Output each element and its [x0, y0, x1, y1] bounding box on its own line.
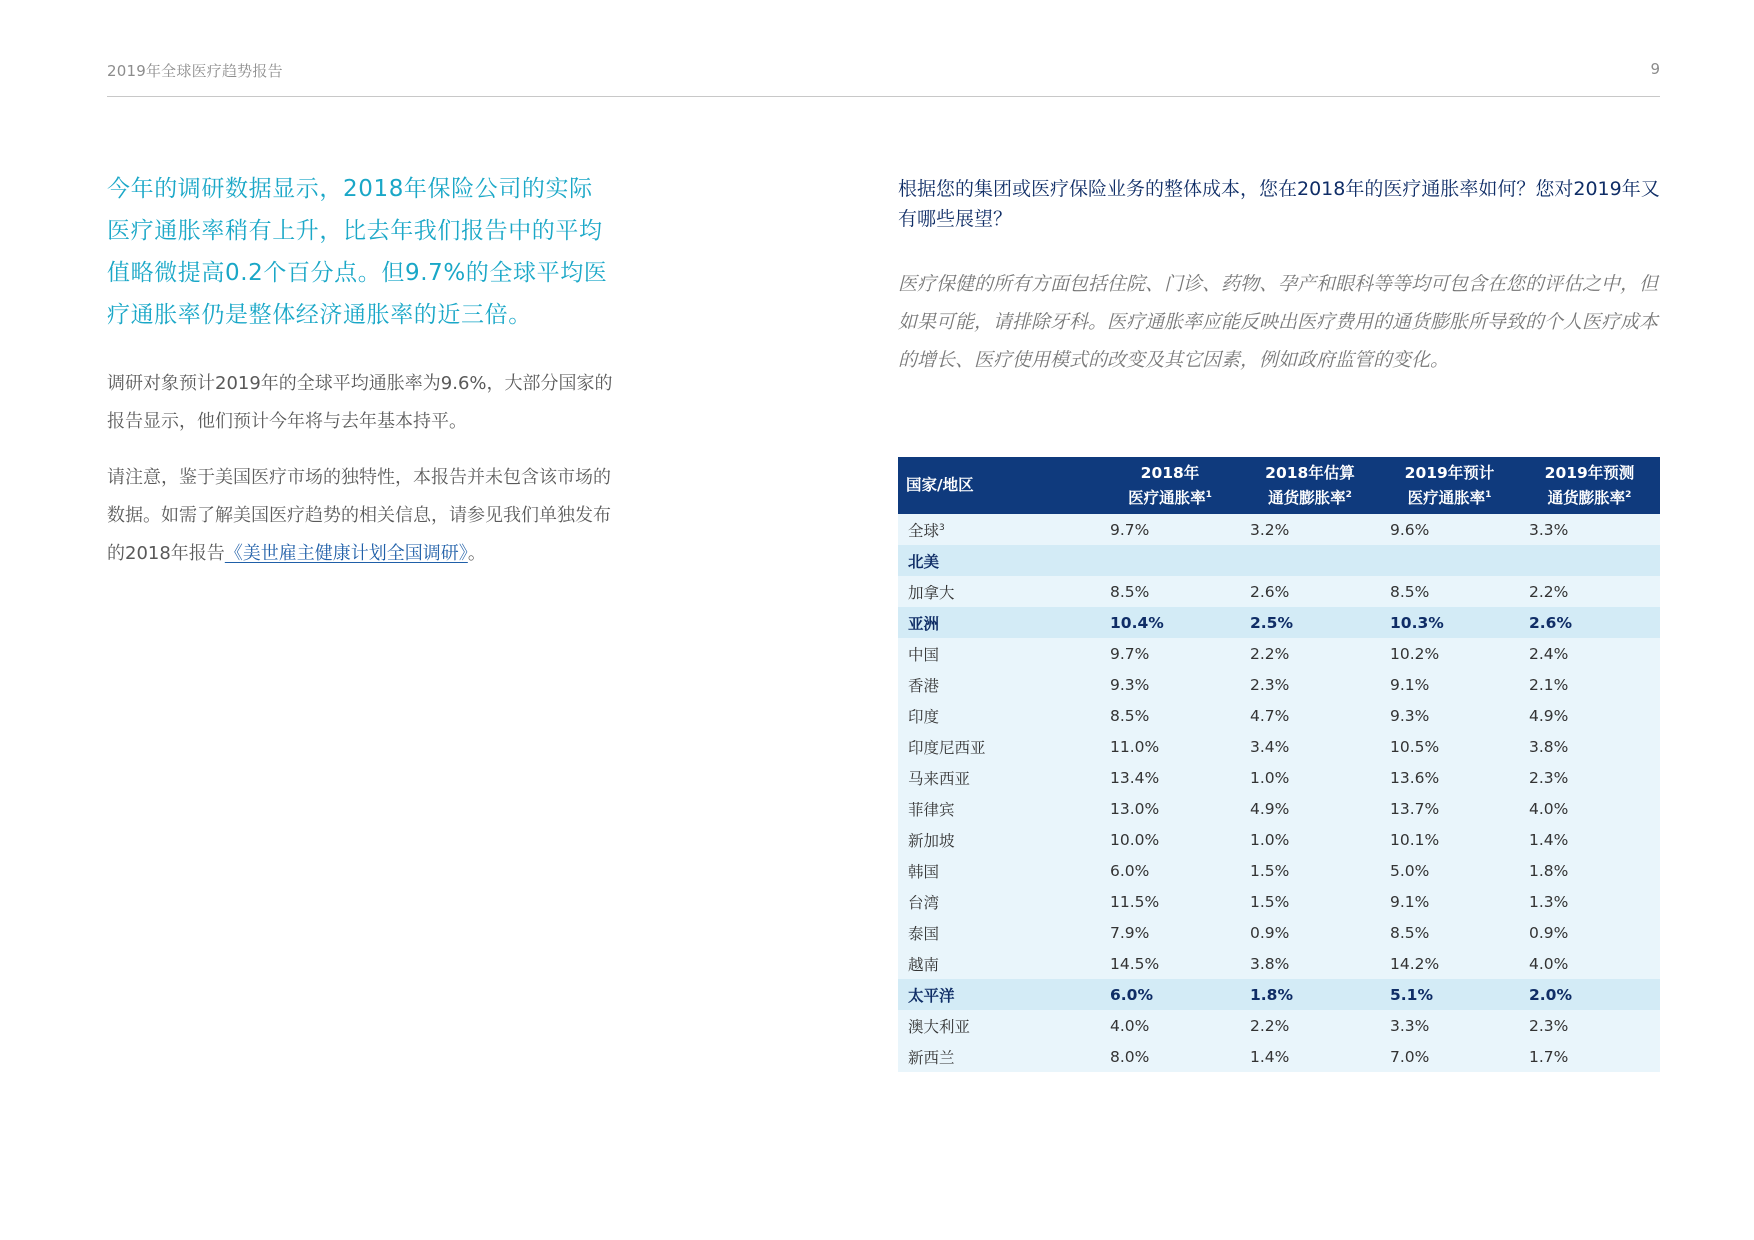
cell-value: 9.3%: [1110, 675, 1150, 694]
row-label: 香港: [908, 676, 940, 695]
cell-value: 4.0%: [1529, 954, 1569, 973]
cell-value: 1.3%: [1529, 892, 1569, 911]
cell-value: 9.1%: [1390, 892, 1430, 911]
cell-value: 11.5%: [1110, 892, 1160, 911]
table-row: [898, 669, 1660, 700]
row-label: 北美: [908, 552, 940, 571]
page-header: [107, 58, 1660, 97]
forecast-paragraph: 调研对象预计2019年的全球平均通胀率为9.6%，大部分国家的报告显示，他们预计今年将与去年基本持平。: [107, 373, 613, 432]
row-label: 澳大利亚: [908, 1017, 971, 1036]
cell-value: 2.0%: [1529, 985, 1572, 1004]
table-row: [898, 638, 1660, 669]
cell-value: 3.8%: [1250, 954, 1290, 973]
cell-value: 10.3%: [1390, 613, 1444, 632]
us-report-link[interactable]: 《美世雇主健康计划全国调研》: [224, 543, 468, 564]
cell-value: 1.0%: [1250, 830, 1290, 849]
cell-value: 4.0%: [1110, 1016, 1150, 1035]
cell-value: 8.5%: [1390, 923, 1430, 942]
region-row: [898, 545, 1660, 576]
cell-value: 7.0%: [1390, 1047, 1430, 1066]
report-title: 2019年全球医疗趋势报告: [107, 62, 283, 80]
cell-value: 10.1%: [1390, 830, 1440, 849]
region-row: [898, 607, 1660, 638]
cell-value: 10.4%: [1110, 613, 1164, 632]
left-column: [107, 168, 613, 573]
cell-value: 8.5%: [1110, 582, 1150, 601]
cell-value: 10.5%: [1390, 737, 1440, 756]
cell-value: 2.1%: [1529, 675, 1569, 694]
survey-note: 医疗保健的所有方面包括住院、门诊、药物、孕产和眼科等等均可包含在您的评估之中，但如果可能，请排除牙科。医疗通胀率应能反映出医疗费用的通货膨胀所导致的个人医疗成本的增长、医疗使用模式的改变及其它因素，例如政府监管的变化。: [898, 273, 1659, 371]
table-row: [898, 1010, 1660, 1041]
row-label: 新西兰: [908, 1048, 955, 1067]
table-row: [898, 948, 1660, 979]
row-label: 台湾: [908, 893, 940, 912]
cell-value: 1.5%: [1250, 861, 1290, 880]
cell-value: 11.0%: [1110, 737, 1160, 756]
cell-value: 14.5%: [1110, 954, 1160, 973]
row-label: 全球$^3$: [908, 521, 945, 540]
cell-value: 2.4%: [1529, 644, 1569, 663]
cell-value: 2.2%: [1529, 582, 1569, 601]
us-note-paragraph: [107, 459, 613, 573]
table-row: [898, 514, 1660, 545]
row-label: 越南: [908, 955, 940, 974]
us-note-end: 。: [467, 543, 486, 564]
cell-value: 14.2%: [1390, 954, 1440, 973]
right-column: [898, 174, 1660, 379]
cell-value: 13.0%: [1110, 799, 1160, 818]
survey-question: 根据您的集团或医疗保险业务的整体成本，您在2018年的医疗通胀率如何？您对2019年又有哪些展望？: [898, 178, 1660, 230]
cell-value: 1.4%: [1250, 1047, 1290, 1066]
cell-value: 1.4%: [1529, 830, 1569, 849]
cell-value: 3.4%: [1250, 737, 1290, 756]
cell-value: 8.0%: [1110, 1047, 1150, 1066]
row-label: 泰国: [908, 924, 940, 943]
header-country: 国家/地区: [898, 457, 1100, 514]
cell-value: 13.7%: [1390, 799, 1440, 818]
us-note-text: 请注意，鉴于美国医疗市场的独特性，本报告并未包含该市场的数据。如需了解美国医疗趋势的相关信息，请参见我们单独发布的2018年报告: [107, 467, 611, 564]
row-label: 韩国: [908, 862, 940, 881]
header-2019-medical-rate: 2019年预计 医疗通胀率$^1$: [1380, 457, 1519, 514]
cell-value: 2.6%: [1529, 613, 1572, 632]
cell-value: 1.8%: [1250, 985, 1293, 1004]
cell-value: 4.7%: [1250, 706, 1290, 725]
table-row: [898, 824, 1660, 855]
header-2018-medical-rate: 2018年 医疗通胀率$^1$: [1100, 457, 1240, 514]
page-number: 9: [1650, 60, 1660, 78]
cell-value: 4.9%: [1250, 799, 1290, 818]
table-row: [898, 731, 1660, 762]
cell-value: 9.7%: [1110, 644, 1150, 663]
table-row: [898, 855, 1660, 886]
table-row: [898, 793, 1660, 824]
table-row: [898, 700, 1660, 731]
cell-value: 0.9%: [1250, 923, 1290, 942]
cell-value: 2.3%: [1529, 1016, 1569, 1035]
cell-value: 5.1%: [1390, 985, 1433, 1004]
row-label: 印度尼西亚: [908, 738, 986, 757]
row-label: 中国: [908, 645, 940, 664]
cell-value: 2.6%: [1250, 582, 1290, 601]
cell-value: 6.0%: [1110, 985, 1153, 1004]
table-row: [898, 1041, 1660, 1072]
table-row: [898, 576, 1660, 607]
row-label: 马来西亚: [908, 769, 971, 788]
header-2018-inflation: 2018年估算 通货膨胀率$^2$: [1240, 457, 1380, 514]
cell-value: 1.7%: [1529, 1047, 1569, 1066]
cell-value: 1.0%: [1250, 768, 1290, 787]
cell-value: 2.5%: [1250, 613, 1293, 632]
cell-value: 10.0%: [1110, 830, 1160, 849]
cell-value: 9.7%: [1110, 520, 1150, 539]
cell-value: 5.0%: [1390, 861, 1430, 880]
cell-value: 2.2%: [1250, 1016, 1290, 1035]
row-label: 新加坡: [908, 831, 955, 850]
cell-value: 2.3%: [1250, 675, 1290, 694]
row-label: 亚洲: [908, 614, 940, 633]
row-label: 加拿大: [908, 583, 955, 602]
cell-value: 8.5%: [1390, 582, 1430, 601]
header-2019-inflation: 2019年预测 通货膨胀率$^2$: [1519, 457, 1660, 514]
row-label: 菲律宾: [908, 800, 955, 819]
table-header-row: [898, 457, 1660, 514]
cell-value: 2.3%: [1529, 768, 1569, 787]
lead-paragraph: 今年的调研数据显示，2018年保险公司的实际医疗通胀率稍有上升，比去年我们报告中的平均值略微提高0.2个百分点。但9.7%的全球平均医疗通胀率仍是整体经济通胀率的近三倍。: [107, 176, 608, 328]
table-row: [898, 762, 1660, 793]
cell-value: 3.3%: [1529, 520, 1569, 539]
cell-value: 1.8%: [1529, 861, 1569, 880]
cell-value: 13.4%: [1110, 768, 1160, 787]
cell-value: 6.0%: [1110, 861, 1150, 880]
cell-value: 4.9%: [1529, 706, 1569, 725]
table-row: [898, 917, 1660, 948]
row-label: 印度: [908, 707, 940, 726]
cell-value: 8.5%: [1110, 706, 1150, 725]
cell-value: 0.9%: [1529, 923, 1569, 942]
cell-value: 9.3%: [1390, 706, 1430, 725]
cell-value: 13.6%: [1390, 768, 1440, 787]
cell-value: 1.5%: [1250, 892, 1290, 911]
cell-value: 3.8%: [1529, 737, 1569, 756]
cell-value: 10.2%: [1390, 644, 1440, 663]
cell-value: 7.9%: [1110, 923, 1150, 942]
row-label: 太平洋: [908, 986, 955, 1005]
cell-value: 9.1%: [1390, 675, 1430, 694]
cell-value: 2.2%: [1250, 644, 1290, 663]
cell-value: 3.3%: [1390, 1016, 1430, 1035]
cell-value: 9.6%: [1390, 520, 1430, 539]
table-row: [898, 886, 1660, 917]
region-row: [898, 979, 1660, 1010]
cell-value: 4.0%: [1529, 799, 1569, 818]
cell-value: 3.2%: [1250, 520, 1290, 539]
inflation-table: [898, 457, 1660, 1072]
